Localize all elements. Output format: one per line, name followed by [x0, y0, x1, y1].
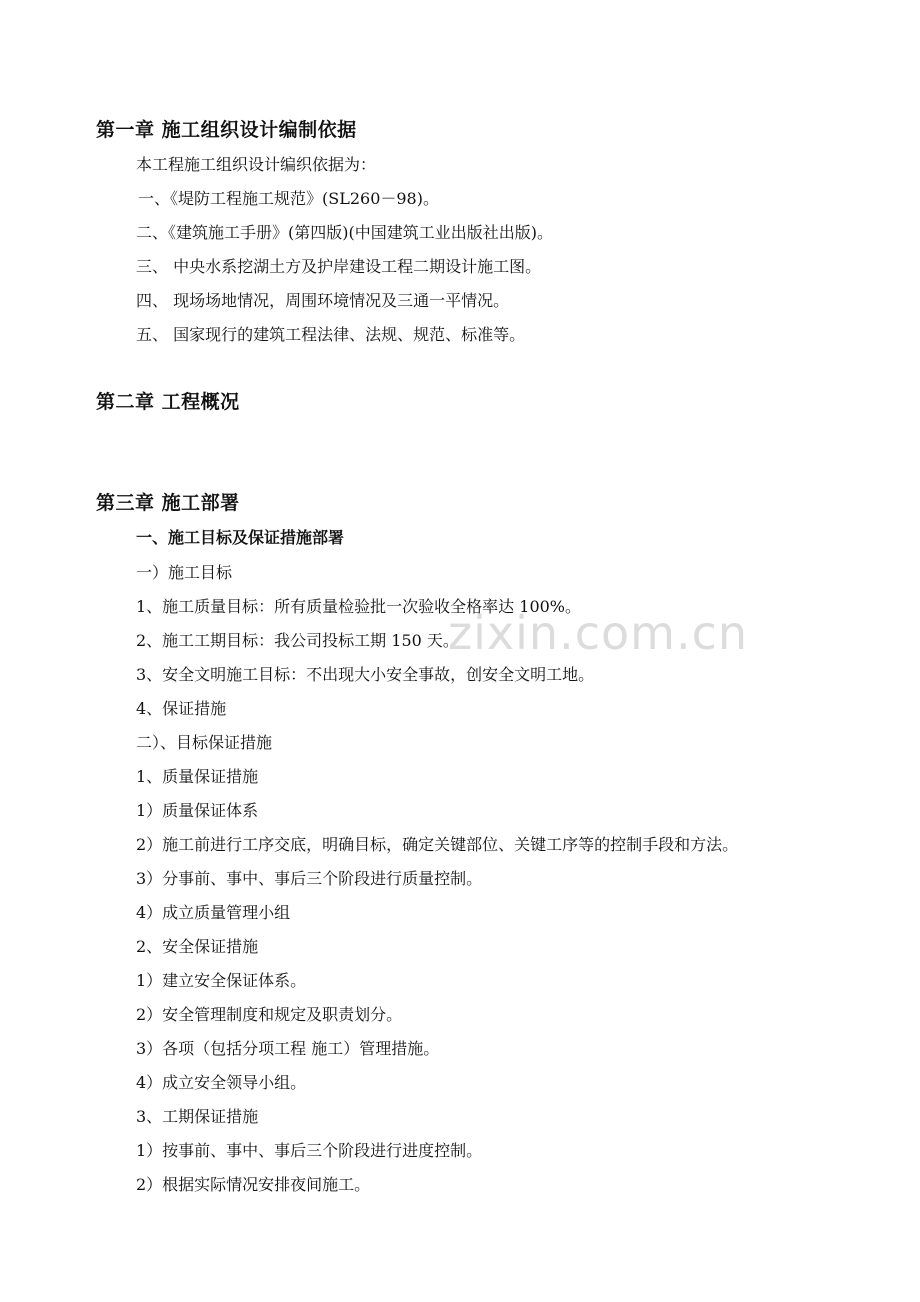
chapter-3-line: 1）质量保证体系	[136, 801, 259, 820]
chapter-3-line: 3、工期保证措施	[136, 1107, 259, 1126]
chapter-1-intro: 本工程施工组织设计编织依据为：	[136, 155, 377, 174]
chapter-3-section-title: 一、施工目标及保证措施部署	[136, 528, 345, 547]
chapter-1-item: 五、 国家现行的建筑工程法律、法规、规范、标准等。	[136, 325, 526, 344]
chapter-1-item: 二、《建筑施工手册》(第四版)(中国建筑工业出版社出版)。	[136, 223, 553, 242]
chapter-1-item: 四、 现场场地情况，周围环境情况及三通一平情况。	[136, 291, 510, 310]
chapter-3-line: 3）各项（包括分项工程 施工）管理措施。	[136, 1039, 440, 1058]
chapter-3-line: 2、安全保证措施	[136, 937, 259, 956]
chapter-3-line: 1）建立安全保证体系。	[136, 971, 307, 990]
chapter-3-line: 4）成立安全领导小组。	[136, 1073, 307, 1092]
chapter-3-line: 4）成立质量管理小组	[136, 903, 291, 922]
chapter-3-line: 2、施工工期目标：我公司投标工期 150 天。	[136, 631, 459, 650]
chapter-3-line: 2）根据实际情况安排夜间施工。	[136, 1175, 371, 1194]
chapter-3-line: 3）分事前、事中、事后三个阶段进行质量控制。	[136, 869, 483, 888]
chapter-3-title: 第三章 施工部署	[96, 492, 240, 514]
chapter-1-title: 第一章 施工组织设计编制依据	[96, 119, 357, 141]
chapter-3-line: 2）施工前进行工序交底，明确目标，确定关键部位、关键工序等的控制手段和方法。	[136, 835, 739, 854]
chapter-3-line: 3、安全文明施工目标：不出现大小安全事故，创安全文明工地。	[136, 665, 595, 684]
chapter-3-line: 1）按事前、事中、事后三个阶段进行进度控制。	[136, 1141, 483, 1160]
chapter-3-line: 1、质量保证措施	[136, 767, 259, 786]
chapter-1-item: 三、 中央水系挖湖土方及护岸建设工程二期设计施工图。	[136, 257, 542, 276]
chapter-3-line: 2）安全管理制度和规定及职责划分。	[136, 1005, 403, 1024]
chapter-3-line: 4、保证措施	[136, 699, 227, 718]
chapter-3-line: 二）、目标保证措施	[136, 733, 273, 752]
watermark: zixin.com.cn	[448, 606, 749, 660]
chapter-3-line: 一）施工目标	[136, 563, 233, 582]
chapter-1-item: 一、《堤防工程施工规范》(SL260－98)。	[138, 189, 439, 208]
chapter-3-line: 1、施工质量目标：所有质量检验批一次验收全格率达 100%。	[136, 597, 582, 616]
chapter-2-title: 第二章 工程概况	[96, 391, 240, 413]
